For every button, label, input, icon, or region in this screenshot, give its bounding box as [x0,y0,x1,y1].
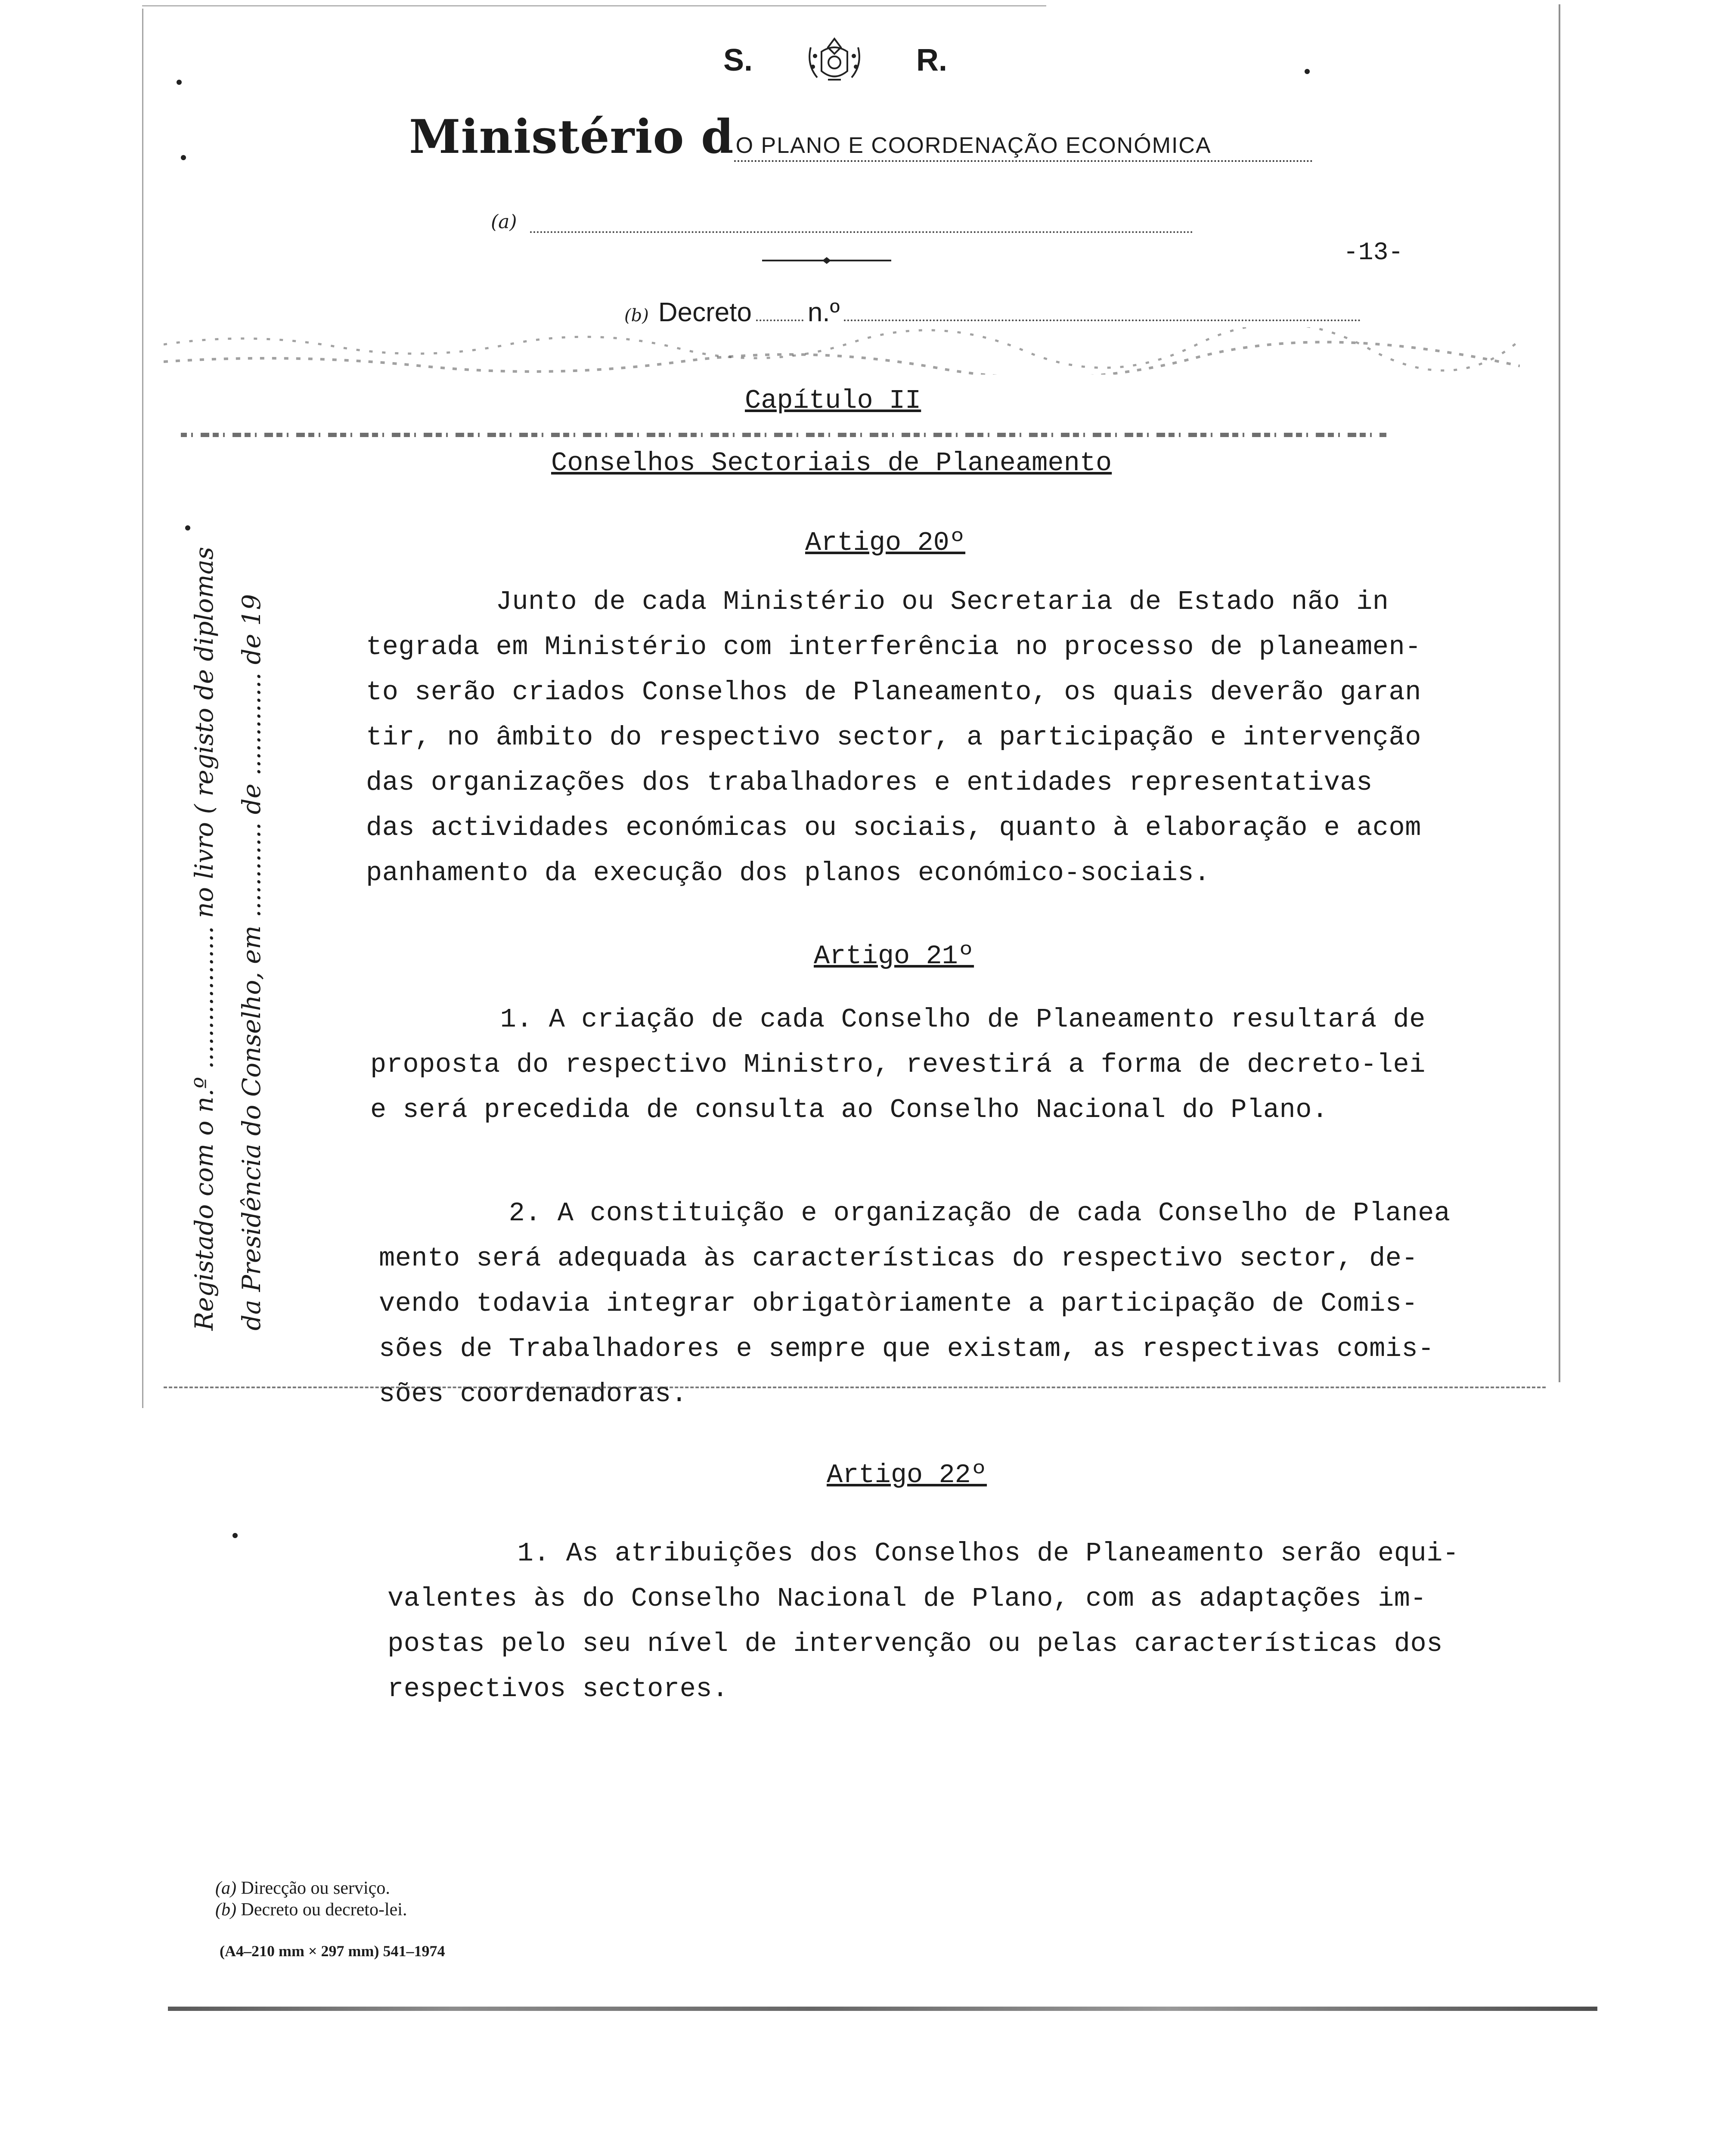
footnote-b [215,1899,407,1920]
decree-number-dotted-field [844,320,1361,321]
paper-format-line: (A4–210 mm × 297 mm) 541–1974 [220,1942,445,1960]
divider-ornament-icon [762,256,891,265]
decree-label: Decreto [658,298,752,327]
article-22-paragraph: 1. As atribuições dos Conselhos de Planeamento serão equi- valentes às do Conselho Nacional de Plano, com as adaptações im- postas pelo seu nível de intervenção ou pelas características dos respectivos sectores. [388,1538,1459,1704]
footnote-a-text: Direcção ou serviço. [241,1878,390,1898]
scan-speck [1305,69,1310,74]
scan-edge-left [142,9,143,1408]
article-20-paragraph: Junto de cada Ministério ou Secretaria de Estado não in tegrada em Ministério com interferência no processo de planeamen- to serão criados Conselhos de Planeamento, os quais deverão garan tir, no âmbito do respectivo sector, a participação e intervenção das organizações dos trabalhadores e entidades representativas das actividades económicas ou sociais, quanto à elaboração e acom panhamento da execução dos planos económico-sociais. [366,586,1421,888]
state-header [723,34,947,86]
footnote-b-text: Decreto ou decreto-lei. [241,1900,407,1920]
decree-number-label: n.º [807,298,840,327]
scan-noise-band [181,426,1386,444]
direction-line [491,211,1193,233]
scan-bottom-rule [168,2007,1597,2011]
decree-marker: (b) [624,306,649,326]
decree-line [624,297,1361,328]
scan-dashed-rule [164,1387,1546,1388]
header-left-letter: S. [723,43,753,78]
scan-speck [232,1533,238,1538]
footnotes [215,1877,407,1920]
scan-noise-band [164,327,1520,375]
article-20-heading: Artigo 20º [805,527,966,558]
direction-marker: (a) [491,211,517,233]
registration-line-2: da Presidência do Conselho, em ............ de ............. de 19 [237,594,266,1331]
scan-edge-right [1559,4,1560,1382]
ministry-label: Ministério d [409,110,734,164]
header-right-letter: R. [916,43,947,78]
footnote-b-marker: (b) [215,1900,236,1920]
scan-speck [181,155,186,160]
registration-margin [172,487,284,1331]
article-21-paragraph-2: 2. A constituição e organização de cada Conselho de Planea mento será adequada às características do respectivo sector, de- vendo todavia integrar obrigatòriamente a participação de Comis- sões de Trabalhadores e sempre que existam, as respectivas comis- sões coordenadoras. [379,1198,1451,1409]
article-21-paragraph-1: 1. A criação de cada Conselho de Planeamento resultará de proposta do respectivo Ministro, revestirá a forma de decreto-lei e será precedida de consulta ao Conselho Nacional do Plano. [370,1004,1426,1125]
registration-line-1: Registado com o n.º .................. no livro ( registo de diplomas [189,546,219,1331]
article-21-heading: Artigo 21º [814,941,974,971]
footnote-a [215,1877,407,1899]
section-title: Conselhos Sectoriais de Planeamento [551,448,1112,478]
scan-speck [177,80,182,85]
coat-of-arms-icon [798,34,871,86]
page-number: -13- [1343,239,1404,267]
article-22-heading: Artigo 22º [827,1460,987,1490]
footnote-a-marker: (a) [215,1878,236,1898]
direction-dotted-field [530,214,1193,233]
ministry-line [409,110,1313,164]
ministry-name: O PLANO E COORDENAÇÃO ECONÓMICA [734,133,1313,162]
decree-dotted-field [756,320,803,321]
chapter-heading: Capítulo II [745,385,921,416]
scan-edge-top [142,5,1046,6]
